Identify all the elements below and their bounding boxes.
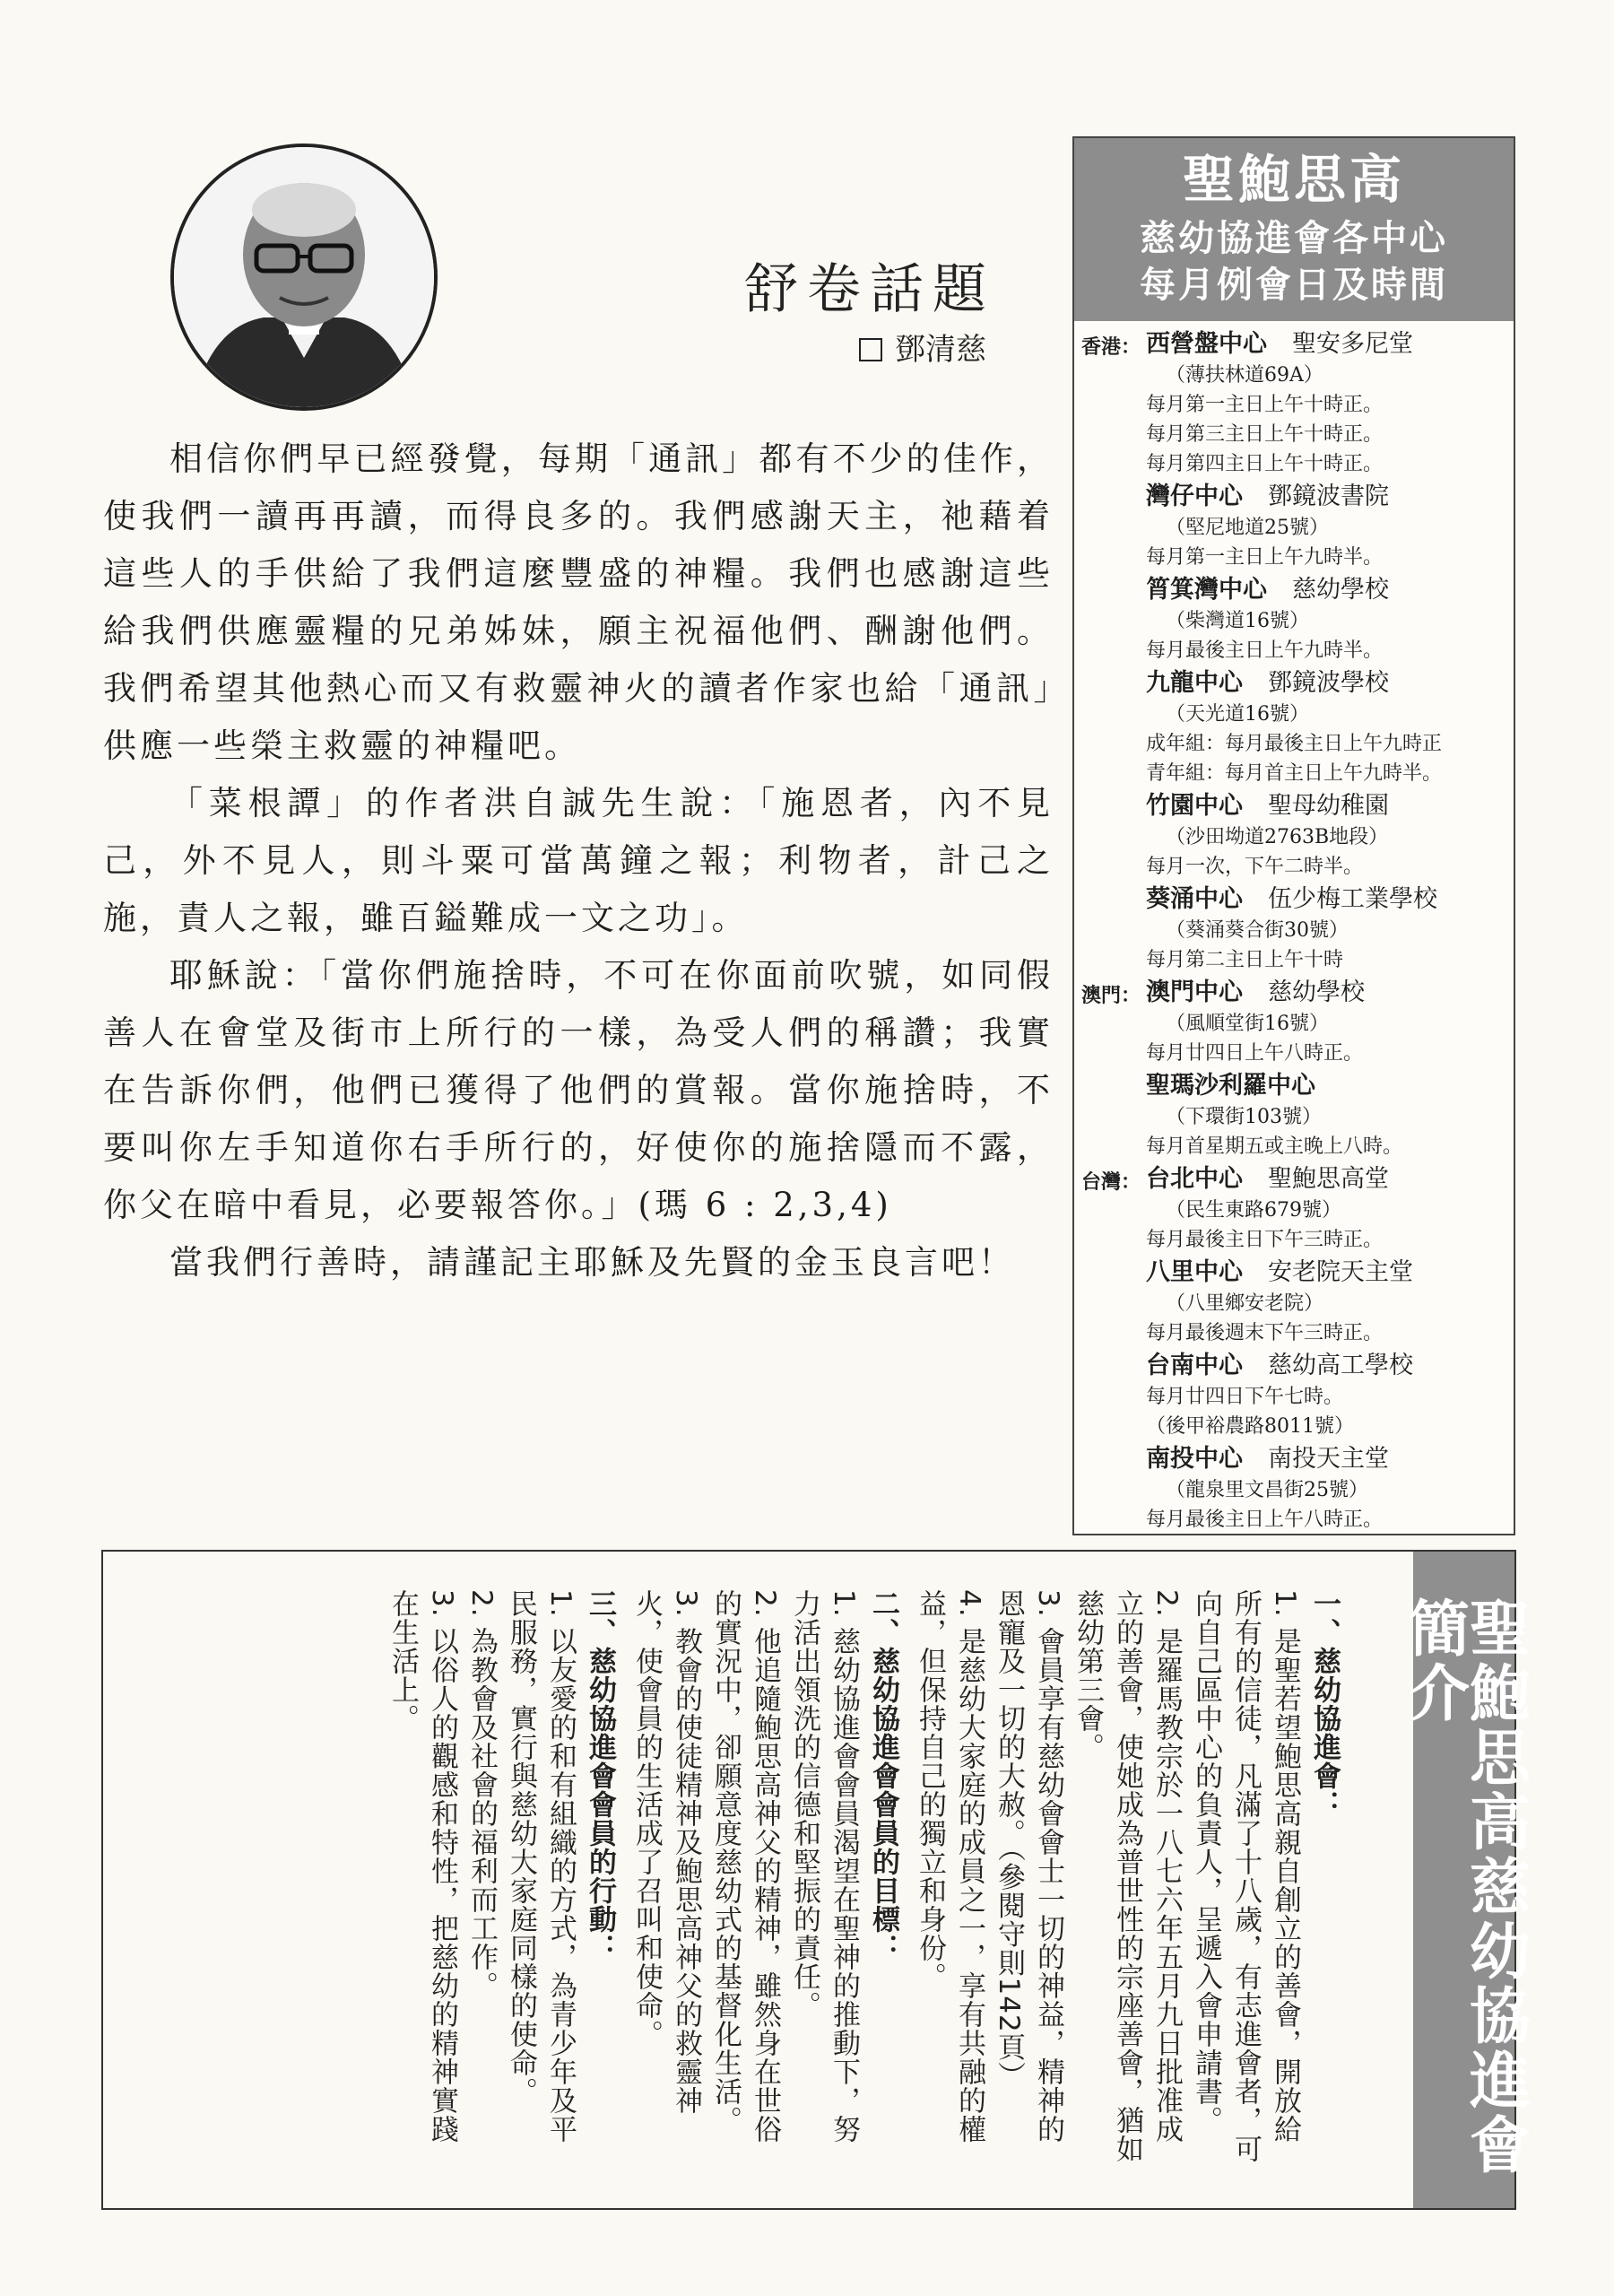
center-line bbox=[1146, 481, 1506, 513]
intro-item: 1. 是聖若望鮑思高親自創立的善會，開放給所有的信徒，凡滿了十八歲，有志進會者，可向自己區中心的負責人，呈遞入會申請書。 bbox=[1190, 1589, 1301, 2163]
center-time: 每月最後主日上午八時正。 bbox=[1146, 1509, 1384, 1531]
square-bullet-icon bbox=[859, 338, 882, 361]
center-venue: 安老院天主堂 bbox=[1268, 1258, 1413, 1286]
schedule-center bbox=[1146, 1163, 1506, 1255]
center-time: 每月最後主日下午三時正。 bbox=[1146, 1229, 1384, 1251]
center-venue: 聖母幼稚園 bbox=[1268, 792, 1389, 820]
intro-section-heading: 二、慈幼協進會會員的目標： bbox=[867, 1589, 899, 1962]
schedule-center bbox=[1146, 1443, 1506, 1535]
intro-item: 2. 他追隨鮑思高神父的精神，雖然身在世俗的實況中，卻願意度慈幼式的基督化生活。 bbox=[709, 1589, 781, 2144]
article-body bbox=[103, 430, 1054, 1292]
intro-item: 3. 會員享有慈幼會會士一切的神益，精神的恩寵及一切的大赦。（參閱守則142頁） bbox=[993, 1589, 1064, 2144]
center-name: 台南中心 bbox=[1146, 1352, 1243, 1379]
intro-item: 3. 以俗人的觀感和特性，把慈幼的精神實踐在生活上。 bbox=[386, 1589, 458, 2144]
center-address: （風順堂街16號） bbox=[1166, 1013, 1329, 1035]
author-name: 鄧清慈 bbox=[895, 332, 986, 368]
schedule-center bbox=[1146, 883, 1506, 975]
center-name: 八里中心 bbox=[1146, 1258, 1243, 1286]
center-time: （後甲裕農路8011號） bbox=[1146, 1415, 1354, 1438]
intro-item: 2. 為教會及社會的福利而工作。 bbox=[465, 1589, 498, 2001]
byline bbox=[771, 325, 986, 369]
center-address: （堅尼地道25號） bbox=[1166, 517, 1329, 539]
center-time: 每月第四主日上午十時正。 bbox=[1146, 453, 1384, 475]
author-photo-icon bbox=[174, 147, 434, 407]
center-line bbox=[1146, 667, 1506, 700]
schedule-list bbox=[1074, 321, 1514, 1535]
center-time: 成年組：每月最後主日上午九時正 bbox=[1146, 733, 1443, 755]
intro-section-heading: 三、慈幼協進會會員的行動： bbox=[584, 1589, 616, 1962]
center-time: 每月廿四日下午七時。 bbox=[1146, 1386, 1344, 1408]
center-venue: 伍少梅工業學校 bbox=[1268, 885, 1437, 913]
region-label: 台灣： bbox=[1081, 1171, 1141, 1194]
center-line bbox=[1146, 574, 1506, 606]
center-time: 每月最後週末下午三時正。 bbox=[1146, 1322, 1384, 1344]
center-venue: 慈幼高工學校 bbox=[1268, 1352, 1413, 1379]
intro-body bbox=[376, 1589, 1344, 2163]
intro-title: 聖鮑思高慈幼協進會簡介 bbox=[1398, 1596, 1531, 2178]
center-venue: 聖鮑思高堂 bbox=[1268, 1165, 1389, 1193]
intro-item: 4. 是慈幼大家庭的成員之一，享有共融的權益，但保持自己的獨立和身份。 bbox=[914, 1589, 985, 2144]
intro-item: 3. 教會的使徒精神及鮑思高神父的救靈神火，使會員的生活成了召叫和使命。 bbox=[630, 1589, 702, 2116]
center-address: （龍泉里文昌街25號） bbox=[1166, 1479, 1368, 1501]
center-line bbox=[1146, 790, 1506, 822]
center-name: 台北中心 bbox=[1146, 1165, 1243, 1193]
center-time: 青年組：每月首主日上午九時半。 bbox=[1146, 762, 1443, 785]
center-time: 每月第三主日上午十時正。 bbox=[1146, 423, 1384, 446]
center-line bbox=[1146, 1443, 1506, 1475]
center-venue: 聖安多尼堂 bbox=[1292, 330, 1413, 358]
schedule-region bbox=[1081, 1163, 1506, 1535]
center-time: 每月最後主日上午九時半。 bbox=[1146, 639, 1384, 662]
article-paragraph: 耶穌說：「當你們施捨時，不可在你面前吹號，如同假善人在會堂及街市上所行的一樣，為受人們的稱讚；我實在告訴你們，他們已獲得了他們的賞報。當你施捨時，不要叫你左手知道你右手所行的，好使你的施捨隱而不露，你父在暗中看見，必要報答你。」(瑪 6 : 2,3,4) bbox=[103, 956, 1054, 1224]
section-gap bbox=[376, 1589, 383, 2163]
center-name: 葵涌中心 bbox=[1146, 885, 1243, 913]
intro-section-heading: 一、慈幼協進會： bbox=[1308, 1589, 1341, 1819]
schedule-region bbox=[1081, 328, 1506, 975]
center-address: （沙田坳道2763B地段） bbox=[1166, 826, 1389, 848]
intro-item: 1. 慈幼協進會會員渴望在聖神的推動下，努力活出領洗的信德和堅振的責任。 bbox=[788, 1589, 860, 2144]
center-name: 灣仔中心 bbox=[1146, 483, 1243, 510]
schedule-center bbox=[1146, 667, 1506, 788]
region-label: 香港： bbox=[1081, 336, 1141, 359]
meeting-schedule-box bbox=[1072, 136, 1515, 1535]
center-time: 每月廿四日上午八時正。 bbox=[1146, 1042, 1364, 1065]
schedule-center bbox=[1146, 1257, 1506, 1348]
center-address: （民生東路679號） bbox=[1166, 1199, 1341, 1222]
center-name: 澳門中心 bbox=[1146, 978, 1243, 1006]
region-label: 澳門： bbox=[1081, 985, 1141, 1007]
schedule-subtitle: 每月例會日及時間 bbox=[1140, 265, 1448, 306]
center-time: 每月一次，下午二時半。 bbox=[1146, 856, 1364, 878]
schedule-title: 聖鮑思高 bbox=[1182, 149, 1405, 210]
article-paragraph: 「菜根譚」的作者洪自誠先生說：「施恩者，內不見己，外不見人，則斗粟可當萬鐘之報；利物者，計己之施，責人之報，雖百鎰難成一文之功」。 bbox=[103, 784, 1054, 937]
center-address: （八里鄉安老院） bbox=[1166, 1292, 1324, 1315]
article-paragraph: 相信你們早已經發覺，每期「通訊」都有不少的佳作，使我們一讀再再讀，而得良多的。我們感謝天主，祂藉着這些人的手供給了我們這麼豐盛的神糧。我們也感謝這些給我們供應靈糧的兄弟姊妹，願主祝福他們、酬謝他們。我們希望其他熱心而又有救靈神火的讀者作家也給「通訊」供應一些榮主救靈的神糧吧。 bbox=[103, 439, 1054, 765]
center-venue: 南投天主堂 bbox=[1268, 1445, 1389, 1473]
schedule-subtitle: 慈幼協進會各中心 bbox=[1140, 218, 1448, 259]
center-name: 聖瑪沙利羅中心 bbox=[1146, 1072, 1315, 1100]
center-name: 南投中心 bbox=[1146, 1445, 1243, 1473]
center-time: 每月第二主日上午十時 bbox=[1146, 949, 1344, 971]
center-line bbox=[1146, 1350, 1506, 1382]
intro-item: 2. 是羅馬教宗於一八七六年五月九日批准成立的善會，使她成為普世性的宗座善會，猶如慈幼第三會。 bbox=[1072, 1589, 1183, 2163]
schedule-region bbox=[1081, 977, 1506, 1161]
center-venue: 慈幼學校 bbox=[1292, 576, 1389, 604]
schedule-center bbox=[1146, 1070, 1506, 1161]
schedule-center bbox=[1146, 328, 1506, 479]
intro-item: 1. 以友愛的和有組織的方式，為青少年及平民服務，實行與慈幼大家庭同樣的使命。 bbox=[505, 1589, 577, 2144]
center-venue: 鄧鏡波書院 bbox=[1268, 483, 1389, 510]
intro-title-bar bbox=[1398, 1552, 1531, 2208]
center-time: 每月第一主日上午十時正。 bbox=[1146, 394, 1384, 416]
schedule-center bbox=[1146, 481, 1506, 572]
center-venue: 慈幼學校 bbox=[1268, 978, 1365, 1006]
schedule-center bbox=[1146, 574, 1506, 665]
center-line bbox=[1146, 883, 1506, 916]
center-address: （葵涌葵合街30號） bbox=[1166, 919, 1349, 942]
center-time: 每月第一主日上午九時半。 bbox=[1146, 546, 1384, 569]
association-intro-frame bbox=[101, 1550, 1531, 2210]
schedule-center bbox=[1146, 790, 1506, 882]
center-line bbox=[1146, 1257, 1506, 1289]
center-name: 竹園中心 bbox=[1146, 792, 1243, 820]
article-title: 舒卷話題 bbox=[744, 258, 995, 321]
center-address: （柴灣道16號） bbox=[1166, 610, 1309, 632]
center-line bbox=[1146, 977, 1506, 1009]
center-time: 每月首星期五或主晚上八時。 bbox=[1146, 1135, 1403, 1158]
center-address: （天光道16號） bbox=[1166, 703, 1309, 726]
section-gap bbox=[620, 1589, 627, 2163]
center-name: 西營盤中心 bbox=[1146, 330, 1267, 358]
center-line bbox=[1146, 1070, 1506, 1102]
schedule-center bbox=[1146, 1350, 1506, 1441]
center-name: 筲箕灣中心 bbox=[1146, 576, 1267, 604]
center-name: 九龍中心 bbox=[1146, 669, 1243, 697]
article-paragraph: 當我們行善時，請謹記主耶穌及先賢的金玉良言吧！ bbox=[169, 1243, 1015, 1282]
center-address: （下環街103號） bbox=[1166, 1106, 1322, 1128]
author-portrait bbox=[170, 144, 438, 411]
schedule-header bbox=[1074, 138, 1514, 321]
schedule-center bbox=[1146, 977, 1506, 1068]
center-line bbox=[1146, 328, 1506, 361]
section-gap bbox=[903, 1589, 910, 2163]
center-line bbox=[1146, 1163, 1506, 1196]
center-venue: 鄧鏡波學校 bbox=[1268, 669, 1389, 697]
center-address: （薄扶林道69A） bbox=[1166, 364, 1323, 387]
